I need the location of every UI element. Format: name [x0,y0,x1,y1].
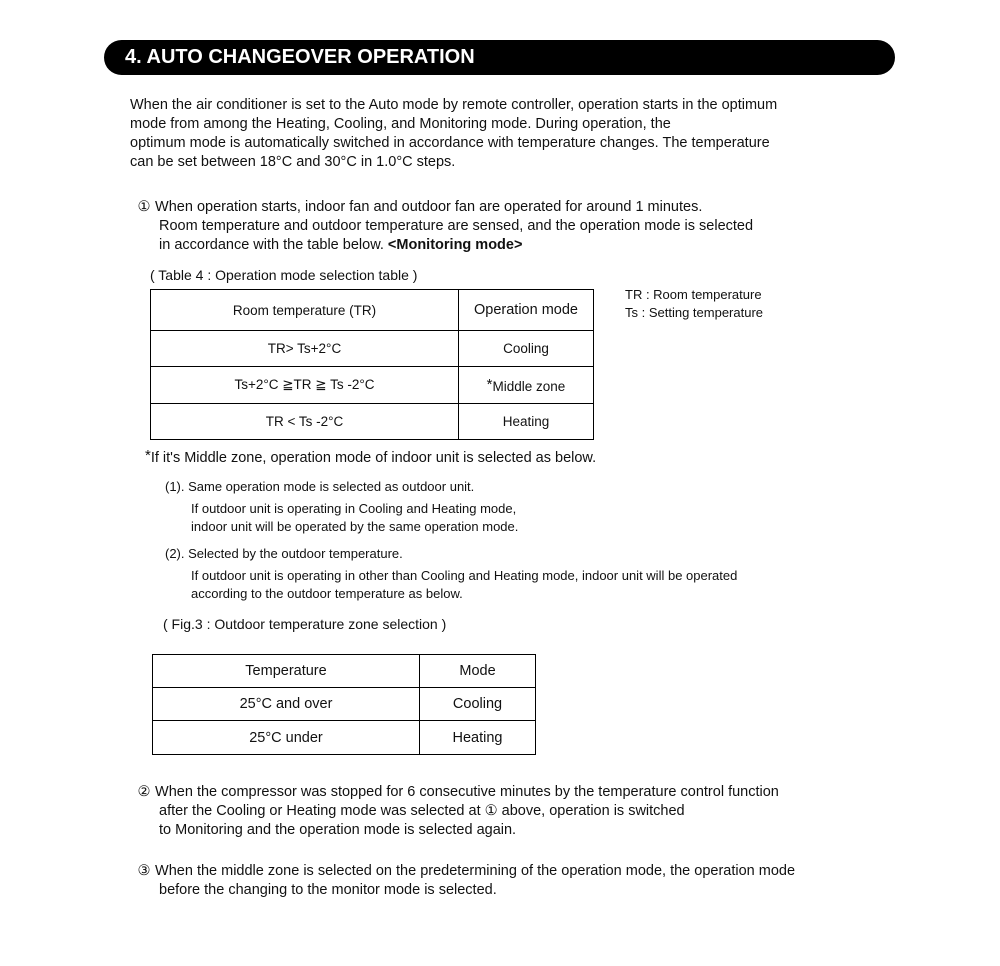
table-row [151,367,594,404]
table-cell: TR < Ts -2°C [151,404,459,440]
sub-item-title: (2). Selected by the outdoor temperature. [165,546,403,561]
item-text: in accordance with the table below. [159,237,388,253]
intro-line: can be set between 18°C and 30°C in 1.0°C steps. [130,154,456,170]
table-cell: Heating [420,721,536,755]
footnote [145,446,596,468]
item-text: before the changing to the monitor mode is selected. [159,882,497,898]
intro-paragraph [130,96,777,172]
table-header: Room temperature (TR) [151,290,459,331]
item-text: When operation starts, indoor fan and outdoor fan are operated for around 1 minutes. [155,199,703,215]
sub-item-title: (1). Same operation mode is selected as outdoor unit. [165,479,475,494]
table-cell: Heating [459,404,594,440]
circled-number-3: ③ [137,863,151,879]
item-3 [137,862,795,900]
table-cell: Ts+2°C ≧TR ≧ Ts -2°C [151,367,459,404]
item-2 [137,783,779,840]
item-text: Room temperature and outdoor temperature are sensed, and the operation mode is selected [159,218,754,234]
item-text: to Monitoring and the operation mode is selected again. [159,822,517,838]
sub-item-line: indoor unit will be operated by the same operation mode. [191,519,519,534]
section-title: 4. AUTO CHANGEOVER OPERATION [125,46,475,68]
operation-mode-table [150,289,594,440]
legend-line: Ts : Setting temperature [625,305,764,320]
item-text: When the compressor was stopped for 6 consecutive minutes by the temperature control function [155,784,779,800]
table4-caption: ( Table 4 : Operation mode selection table ) [150,267,418,283]
footnote-text: If it's Middle zone, operation mode of indoor unit is selected as below. [150,450,597,466]
intro-line: mode from among the Heating, Cooling, and Monitoring mode. During operation, the [130,116,671,132]
table-cell: TR> Ts+2°C [151,331,459,367]
item-text: after the Cooling or Heating mode was selected at ① above, operation is switched [159,803,685,819]
table-cell: 25°C and over [153,688,420,721]
sub-item-line: If outdoor unit is operating in Cooling and Heating mode, [191,501,517,516]
item-text: When the middle zone is selected on the predetermining of the operation mode, the operation mode [155,863,796,879]
fig3-caption: ( Fig.3 : Outdoor temperature zone selection ) [163,616,447,632]
table-row [153,721,536,755]
sub-item-line: according to the outdoor temperature as below. [191,586,463,601]
circled-number-1: ① [137,199,151,215]
sub-item-2 [165,545,737,603]
intro-line: When the air conditioner is set to the Auto mode by remote controller, operation starts in the optimum [130,97,778,113]
table-cell: Cooling [420,688,536,721]
sub-item-line: If outdoor unit is operating in other than Cooling and Heating mode, indoor unit will be operated [191,568,738,583]
circled-number-2: ② [137,784,151,800]
table-header: Mode [420,655,536,688]
asterisk: * [486,376,493,393]
item-1 [137,198,753,255]
outdoor-temperature-table [152,654,536,755]
table-row [151,331,594,367]
table-row [153,688,536,721]
table-cell [459,367,594,404]
table-header: Operation mode [459,290,594,331]
monitoring-mode-label: <Monitoring mode> [387,237,523,253]
middle-zone-text: Middle zone [492,379,566,394]
table-cell: Cooling [459,331,594,367]
intro-line: optimum mode is automatically switched in accordance with temperature changes. The temperature [130,135,770,151]
table-cell: 25°C under [153,721,420,755]
table-header: Temperature [153,655,420,688]
section-header [104,40,895,75]
legend [625,286,763,322]
table-row [151,404,594,440]
legend-line: TR : Room temperature [625,287,762,302]
asterisk: * [145,447,151,464]
sub-item-1 [165,478,518,536]
